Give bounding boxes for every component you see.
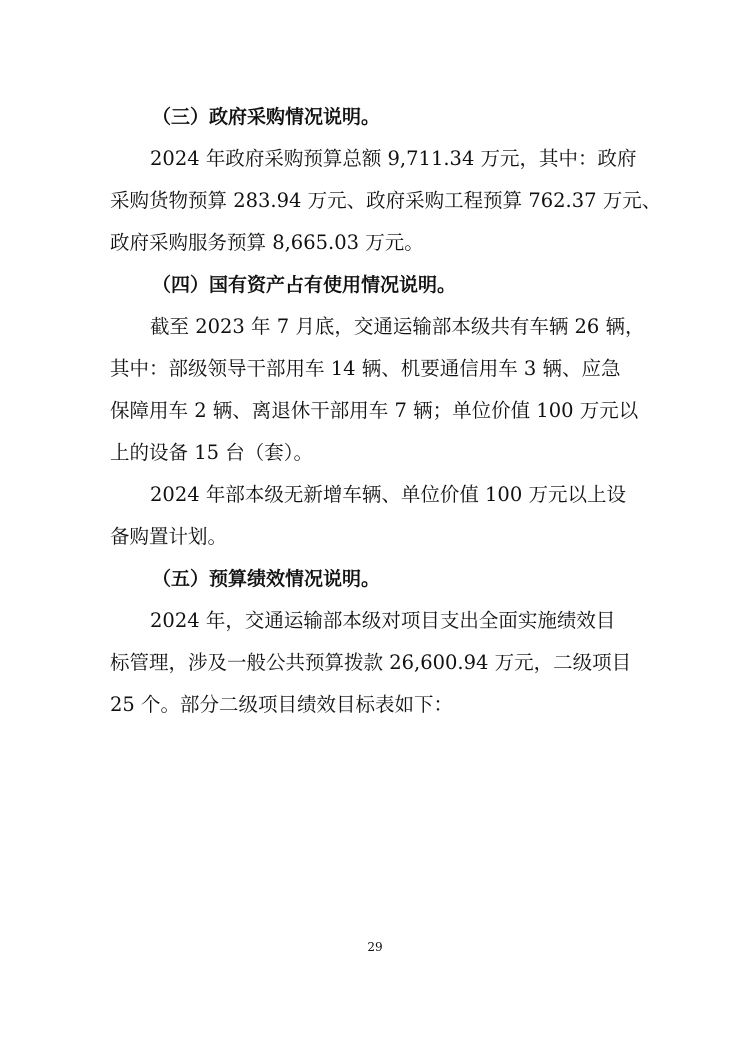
text-line: 2024 年政府采购预算总额 9,711.34 万元，其中：政府 <box>150 147 637 170</box>
paragraph-procurement <box>110 138 662 264</box>
text-line: 2024 年，交通运输部本级对项目支出全面实施绩效目 <box>150 609 616 632</box>
text-line: 政府采购服务预算 8,665.03 万元。 <box>110 231 424 254</box>
section-heading-3: （三）政府采购情况说明。 <box>152 106 381 128</box>
text-line: 采购货物预算 283.94 万元、政府采购工程预算 762.37 万元、 <box>110 189 662 212</box>
text-line: 其中：部级领导干部用车 14 辆、机要通信用车 3 辆、应急 <box>110 357 621 380</box>
text-line: 上的设备 15 台（套）。 <box>110 441 313 464</box>
section-heading-4: （四）国有资产占有使用情况说明。 <box>152 274 457 296</box>
section-heading-5: （五）预算绩效情况说明。 <box>152 568 381 590</box>
text-line: 备购置计划。 <box>110 525 228 548</box>
text-line: 截至 2023 年 7 月底，交通运输部本级共有车辆 26 辆， <box>150 315 645 338</box>
page-number: 29 <box>367 940 383 954</box>
text-line: 2024 年部本级无新增车辆、单位价值 100 万元以上设 <box>150 483 626 506</box>
text-line: 25 个。部分二级项目绩效目标表如下： <box>110 693 454 716</box>
document-body <box>110 96 662 726</box>
text-line: 标管理，涉及一般公共预算拨款 26,600.94 万元，二级项目 <box>110 651 632 674</box>
text-line: 保障用车 2 辆、离退休干部用车 7 辆；单位价值 100 万元以 <box>110 399 639 422</box>
paragraph-assets <box>110 306 645 474</box>
paragraph-purchase-plan <box>110 474 640 558</box>
paragraph-performance <box>110 600 640 726</box>
